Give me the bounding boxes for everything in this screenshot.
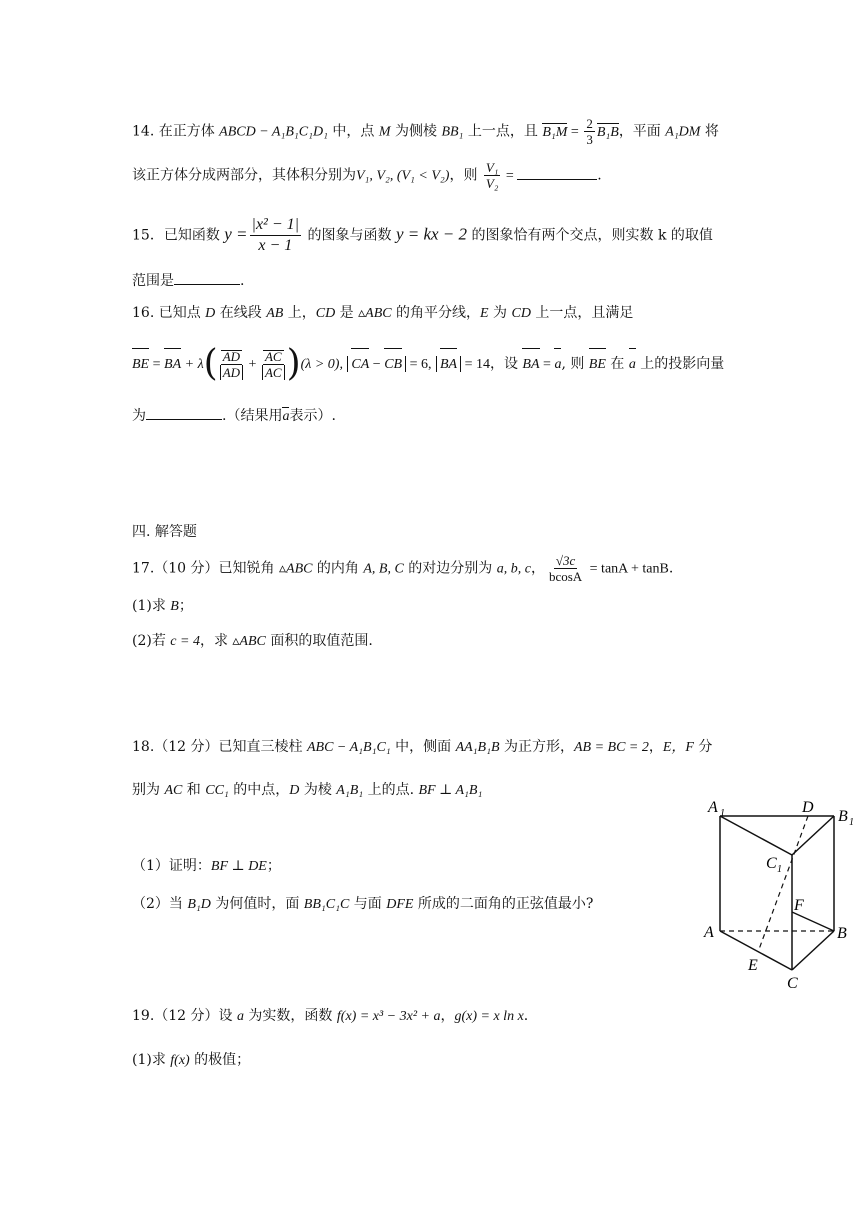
vector-cb: CB xyxy=(384,347,402,383)
q19-text: (1)求 xyxy=(132,1052,171,1068)
fraction-numerator: |x² − 1| xyxy=(250,215,302,236)
q17-text: ，求 xyxy=(199,633,233,649)
fraction-denominator: AC xyxy=(262,365,285,380)
fraction-numerator: 2 xyxy=(586,116,593,131)
q17-text: (1)求 xyxy=(132,598,171,614)
point-e: E xyxy=(480,306,489,321)
q18-line-1 xyxy=(132,736,712,759)
q16-text: 的角平分线， xyxy=(391,305,481,321)
fraction-denominator: bcosA xyxy=(548,569,583,584)
equation-rhs: = tanA + tanB xyxy=(586,561,669,577)
section-heading: 四. 解答题 xyxy=(132,524,197,540)
q17-text: ， xyxy=(530,560,545,577)
proof-target: BF ⊥ DE xyxy=(210,859,267,874)
segment-ab: AB xyxy=(266,306,284,321)
unit-vector-ad xyxy=(220,349,243,380)
q14-text: 该正方体分成两部分，其体积分别为 xyxy=(132,167,356,184)
vector-be: BE xyxy=(132,347,149,383)
edge-a1b1: A₁B₁ xyxy=(336,783,364,798)
face-aa1b1b: AA₁B₁B xyxy=(455,740,500,755)
q18-text: 为棱 xyxy=(299,782,337,798)
equals: = xyxy=(149,357,165,372)
label-c1-sub: 1 xyxy=(777,864,782,875)
condition-ab-bc: AB = BC = 2 xyxy=(573,740,649,755)
q18-text: 分 xyxy=(693,739,713,755)
equals: = xyxy=(567,124,583,140)
plus: + xyxy=(245,357,260,372)
edge-c-b xyxy=(792,931,834,970)
function-g: y = kx − 2 xyxy=(395,224,468,244)
q15-text: 的图象恰有两个交点，则实数 k 的取值 xyxy=(467,227,713,244)
segment-cc1: CC₁ xyxy=(205,783,229,798)
equals: = xyxy=(539,357,555,372)
q17-text: (2)若 xyxy=(132,633,171,649)
q17-text: ； xyxy=(178,598,193,614)
fraction-numerator: AC xyxy=(264,348,282,364)
triangle-abc: ▵ABC xyxy=(358,306,392,321)
abs-ca-minus-cb xyxy=(347,356,406,372)
points-e-f: E，F xyxy=(662,740,694,755)
q14-text: ，则 xyxy=(449,167,482,184)
label-b1: B xyxy=(838,808,848,825)
q14-text: 14. 在正方体 xyxy=(132,123,220,140)
minus: − xyxy=(369,357,385,372)
label-c1: C xyxy=(766,855,777,872)
face-dfe: DFE xyxy=(386,897,414,912)
q16-text: , 则 xyxy=(561,356,589,372)
function-fraction xyxy=(250,215,302,256)
point-d: D xyxy=(205,306,216,321)
q17-line-1 xyxy=(132,553,673,584)
fraction-denominator: AD xyxy=(220,365,243,380)
q16-text: .（结果用 xyxy=(222,408,283,424)
segment-cd: CD xyxy=(511,306,531,321)
q14-text: ，平面 xyxy=(618,123,666,140)
q14-text: 将 xyxy=(700,123,719,140)
cube-name: ABCD − A₁B₁C₁D₁ xyxy=(219,124,328,140)
segment-ac: AC xyxy=(164,783,183,798)
q17-text: 的内角 xyxy=(312,560,364,577)
q16-line-3 xyxy=(132,405,336,428)
q18-text: ； xyxy=(266,858,281,874)
q19-part-1 xyxy=(132,1049,250,1072)
q16-line-1 xyxy=(132,302,633,325)
q15-text: 范围是 xyxy=(132,273,174,289)
function-g: g(x) = x ln x xyxy=(454,1009,524,1024)
angle-b: B xyxy=(170,599,179,614)
q17-part-2 xyxy=(132,630,373,653)
q16-text: 16. 已知点 xyxy=(132,305,206,321)
section-title xyxy=(132,521,197,543)
vector-ba: BA xyxy=(522,347,539,383)
q19-line-1 xyxy=(132,1005,528,1028)
q19-text: ， xyxy=(440,1008,455,1024)
q18-text: 和 xyxy=(182,782,206,798)
q18-line-2 xyxy=(132,779,482,802)
q18-text: 的中点， xyxy=(228,782,290,798)
q14-text: 上一点，且 xyxy=(463,123,543,140)
plus-lambda: + λ xyxy=(181,357,204,372)
equals: = xyxy=(502,168,518,184)
vector-be: BE xyxy=(589,347,606,383)
vector-ba: BA xyxy=(440,347,457,383)
label-e: E xyxy=(748,957,758,974)
value-fourteen: = 14 xyxy=(461,357,490,372)
q17-text: 的对边分别为 xyxy=(403,560,497,577)
q14-text: 为侧棱 xyxy=(390,123,442,140)
period: . xyxy=(523,1008,529,1024)
q16-text: 上一点，且满足 xyxy=(530,305,634,321)
q19-text: 19.（12 分）设 xyxy=(132,1008,237,1024)
face-bb1c1c: BB₁C₁C xyxy=(303,897,350,912)
label-a1: A xyxy=(708,799,718,816)
label-b1-sub: 1 xyxy=(849,817,854,828)
label-d: D xyxy=(802,799,814,816)
vector-ba: BA xyxy=(164,347,181,383)
triangle-abc: ▵ABC xyxy=(232,634,266,649)
vector-ca: CA xyxy=(351,347,369,383)
sides: a, b, c xyxy=(496,561,531,577)
q16-text: 是 xyxy=(335,305,359,321)
q18-text: 18.（12 分）已知直三棱柱 xyxy=(132,739,307,755)
q18-text: 为何值时，面 xyxy=(210,896,304,912)
fraction-numerator: AD xyxy=(222,348,241,364)
label-b: B xyxy=(837,925,847,942)
q18-text: （1）证明： xyxy=(132,858,211,874)
point-d: D xyxy=(289,783,300,798)
abs-ba xyxy=(436,356,461,372)
q16-text: 表示）. xyxy=(289,408,336,424)
fraction-denominator: V₂ xyxy=(485,176,499,191)
q17-text: 17.（10 分）已知锐角 xyxy=(132,560,279,577)
function-y: y = xyxy=(224,224,248,244)
fraction-denominator: 3 xyxy=(586,132,593,147)
q19-text: 的极值； xyxy=(189,1052,251,1068)
q14-line-2 xyxy=(132,160,602,191)
q18-text: 为正方形， xyxy=(499,739,574,755)
period: . xyxy=(668,560,674,577)
vector-a: a xyxy=(554,347,561,383)
prism-name: ABC − A₁B₁C₁ xyxy=(306,740,391,755)
fraction-denominator: x − 1 xyxy=(258,237,293,254)
vector-a: a xyxy=(282,406,289,428)
q15-text: 15．已知函数 xyxy=(132,227,225,244)
q17-part-1 xyxy=(132,595,193,618)
q19-text: 为实数，函数 xyxy=(243,1008,337,1024)
q15-line-2 xyxy=(132,270,244,292)
label-c: C xyxy=(787,975,798,992)
fraction-numerator: √3c xyxy=(555,553,576,568)
period: . xyxy=(597,167,602,184)
function-f: f(x) xyxy=(170,1053,190,1068)
value-six: = 6, xyxy=(406,357,432,372)
vector-a: a xyxy=(629,347,636,383)
q18-text: 与面 xyxy=(349,896,387,912)
q16-text: 上的投影向量 xyxy=(635,356,725,372)
volume-ratio xyxy=(484,160,500,191)
q18-text: 上的点. xyxy=(363,782,419,798)
answer-blank[interactable] xyxy=(517,167,597,180)
vector-b1b: B₁B xyxy=(597,122,619,144)
point-m: M xyxy=(378,124,391,140)
edge-c1-b1 xyxy=(792,816,834,855)
prism-figure xyxy=(696,792,860,992)
label-a: A xyxy=(704,924,714,941)
fraction-two-thirds xyxy=(584,116,595,147)
q16-text: ，设 xyxy=(489,356,523,372)
q18-text: 所成的二面角的正弦值最小? xyxy=(413,896,594,912)
unit-vector-ac xyxy=(262,349,285,380)
q16-line-2 xyxy=(132,343,725,384)
plane-a1dm: A₁DM xyxy=(665,124,701,140)
lambda-condition: (λ > 0), xyxy=(300,357,343,372)
q18-text: ， xyxy=(648,739,663,755)
triangle-abc: ▵ABC xyxy=(278,561,313,577)
edge-a1-c1 xyxy=(720,816,792,855)
q18-part-1 xyxy=(132,855,281,878)
period: . xyxy=(240,273,245,289)
q16-text: 在 xyxy=(605,356,629,372)
q16-text: 上， xyxy=(283,305,316,321)
segment-b1d: B₁D xyxy=(187,897,211,912)
q15-text: 的图象与函数 xyxy=(303,227,396,244)
q16-text: 在线段 xyxy=(215,305,267,321)
segment-cd: CD xyxy=(315,306,336,321)
answer-blank[interactable] xyxy=(174,272,240,285)
q18-part-2 xyxy=(132,893,593,916)
q14-text: 中，点 xyxy=(327,123,379,140)
vector-b1m: B₁M xyxy=(542,122,567,144)
q16-text: 为 xyxy=(488,305,512,321)
variable-a: a xyxy=(236,1009,244,1024)
left-paren: ( xyxy=(203,343,218,384)
function-f: f(x) = x³ − 3x² + a xyxy=(336,1009,441,1024)
perpendicular-condition: BF ⊥ A₁B₁ xyxy=(418,783,483,798)
q18-text: （2）当 xyxy=(132,896,188,912)
answer-blank[interactable] xyxy=(146,407,222,420)
condition-c4: c = 4 xyxy=(170,634,200,649)
q15-line-1 xyxy=(132,215,713,256)
angles: A, B, C xyxy=(363,561,404,577)
given-fraction xyxy=(547,553,584,584)
q18-text: 别为 xyxy=(132,782,165,798)
edge-bb1: BB₁ xyxy=(441,124,464,140)
segment-f-b xyxy=(792,912,834,931)
label-f: F xyxy=(794,897,804,914)
label-a1-sub: 1 xyxy=(720,808,725,819)
q17-text: 面积的取值范围. xyxy=(265,633,373,649)
fraction-numerator: V₁ xyxy=(485,160,499,175)
right-paren: ) xyxy=(286,343,301,384)
q14-line-1 xyxy=(132,116,719,147)
volumes: V₁, V₂, (V₁ < V₂) xyxy=(356,168,450,184)
q16-text: 为 xyxy=(132,408,146,424)
q18-text: 中，侧面 xyxy=(390,739,456,755)
